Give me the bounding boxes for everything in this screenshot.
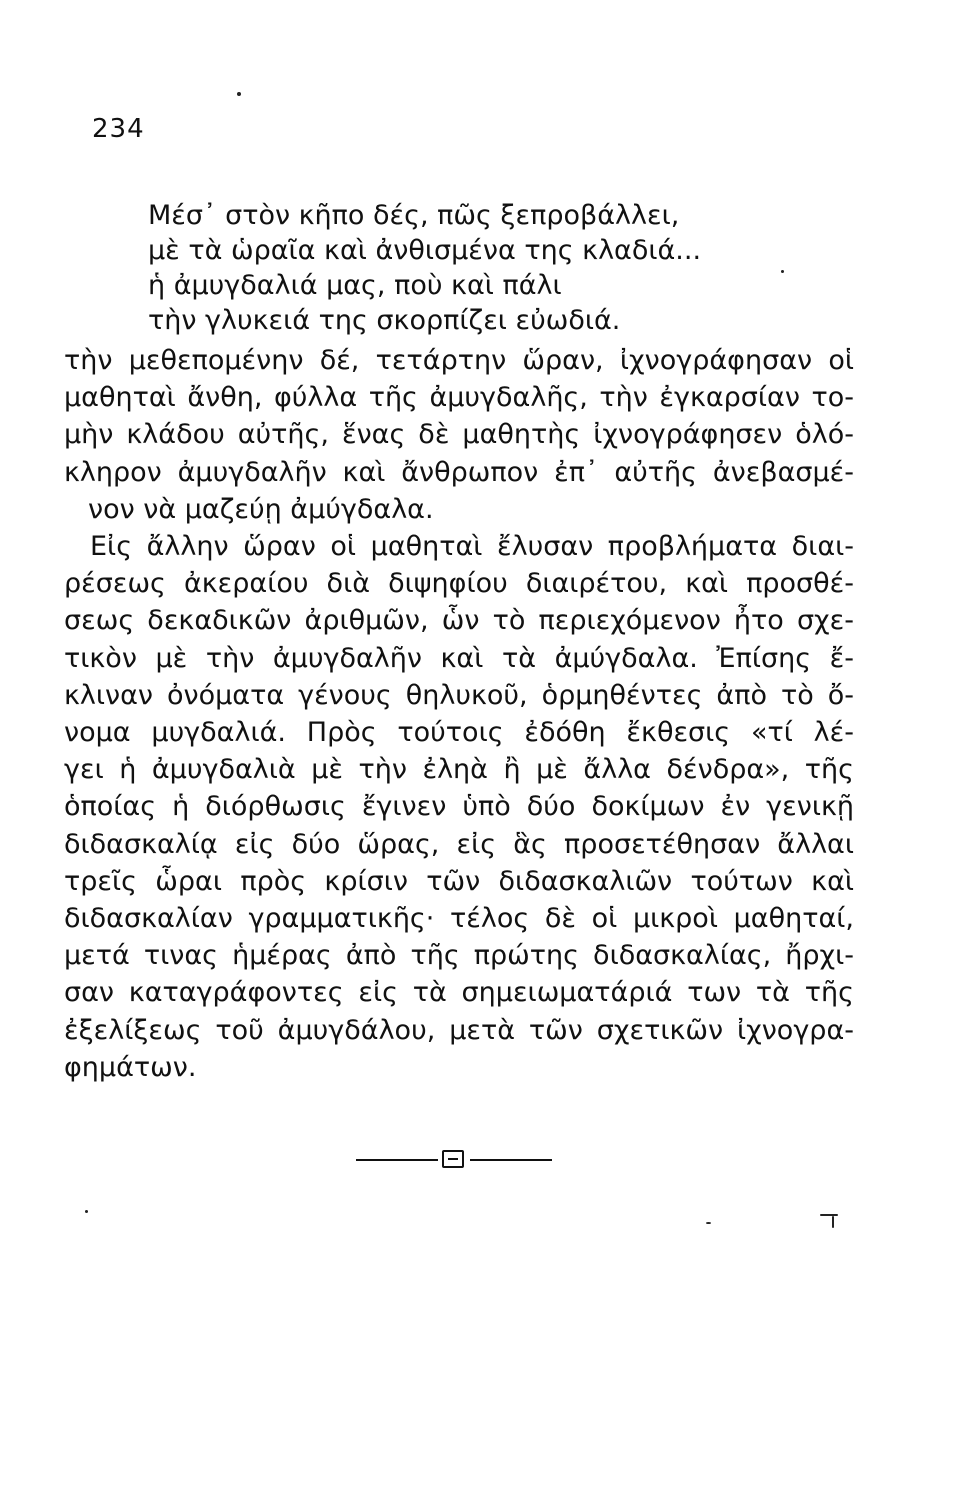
text-line: τρεῖς ὧραι πρὸς κρίσιν τῶν διδασκαλιῶν τούτων καὶ	[64, 865, 854, 897]
text-line: ρέσεως ἀκεραίου διὰ διψηφίου διαιρέτου, καὶ προσθέ-	[64, 568, 854, 600]
text-line: σαν καταγράφοντες εἰς τὰ σημειωματάριά των τὰ τῆς	[64, 977, 854, 1009]
printer-ornament-icon	[442, 1150, 464, 1168]
text-line: ἐξελίξεως τοῦ ἀμυγδάλου, μετὰ τῶν σχετικῶν ἰχνογρα-	[64, 1014, 854, 1046]
poem-line: ἡ ἀμυγδαλιά μας, ποὺ καὶ πάλι	[148, 270, 562, 301]
text-line: διδασκαλίᾳ εἰς δύο ὥρας, εἰς ἃς προσετέθησαν ἄλλαι	[64, 828, 854, 860]
text-line: μαθηταὶ ἄνθη, φύλλα τῆς ἀμυγδαλῆς, τὴν ἐγκαρσίαν το-	[64, 382, 854, 414]
text-line: νομα μυγδαλιά. Πρὸς τούτοις ἐδόθη ἔκθεσις «τί λέ-	[64, 717, 854, 749]
text-line: διδασκαλίαν γραμματικῆς· τέλος δὲ οἱ μικροὶ μαθηταί,	[64, 903, 854, 935]
text-line: μετά τινας ἡμέρας ἀπὸ τῆς πρώτης διδασκαλίας, ἤρχι-	[64, 940, 854, 972]
text-line: τικὸν μὲ τὴν ἀμυγδαλῆν καὶ τὰ ἀμύγδαλα. Ἐπίσης ἔ-	[64, 642, 854, 674]
text-line: Εἰς ἄλλην ὥραν οἱ μαθηταὶ ἔλυσαν προβλήματα διαι-	[90, 531, 854, 563]
text-line: τὴν μεθεπομένην δέ, τετάρτην ὥραν, ἰχνογράφησαν οἱ	[64, 345, 854, 376]
print-speck	[781, 270, 784, 273]
text-line: γει ἡ ἀμυγδαλιὰ μὲ τὴν ἐληὰ ἢ μὲ ἄλλα δένδρα», τῆς	[64, 754, 854, 786]
print-speck	[832, 1216, 834, 1228]
print-speck	[706, 1222, 711, 1224]
print-speck	[820, 1214, 838, 1216]
print-speck	[237, 92, 241, 96]
divider-rule	[356, 1159, 438, 1161]
page-number: 234	[92, 114, 145, 144]
poem-stanza	[148, 198, 868, 338]
text-line: φημάτων.	[64, 1051, 197, 1083]
print-speck	[85, 1210, 88, 1213]
section-divider-ornament	[356, 1148, 552, 1172]
text-line: σεως δεκαδικῶν ἀριθμῶν, ὧν τὸ περιεχόμενον ἦτο σχε-	[64, 605, 854, 637]
text-line: κληρον ἀμυγδαλῆν καὶ ἄνθρωπον ἐπ᾽ αὐτῆς ἀνεβασμέ-	[64, 456, 854, 488]
divider-rule	[470, 1159, 552, 1161]
text-line: ὁποίας ἡ διόρθωσις ἔγινεν ὑπὸ δύο δοκίμων ἐν γενικῇ	[64, 791, 854, 823]
poem-line: τὴν γλυκειά της σκορπίζει εὐωδιά.	[148, 305, 621, 336]
text-line: νον νὰ μαζεύῃ ἀμύγδαλα.	[88, 493, 434, 525]
text-line: κλιναν ὀνόματα γένους θηλυκοῦ, ὁρμηθέντες ἀπὸ τὸ ὄ-	[64, 679, 854, 711]
poem-line: μὲ τὰ ὡραῖα καὶ ἀνθισμένα της κλαδιά...	[148, 235, 702, 266]
body-paragraphs	[64, 342, 854, 1086]
poem-line: Μέσ᾽ στὸν κῆπο δές, πῶς ξεπροβάλλει,	[148, 200, 680, 231]
text-line: μὴν κλάδου αὐτῆς, ἕνας δὲ μαθητὴς ἰχνογράφησεν ὁλό-	[64, 419, 854, 451]
